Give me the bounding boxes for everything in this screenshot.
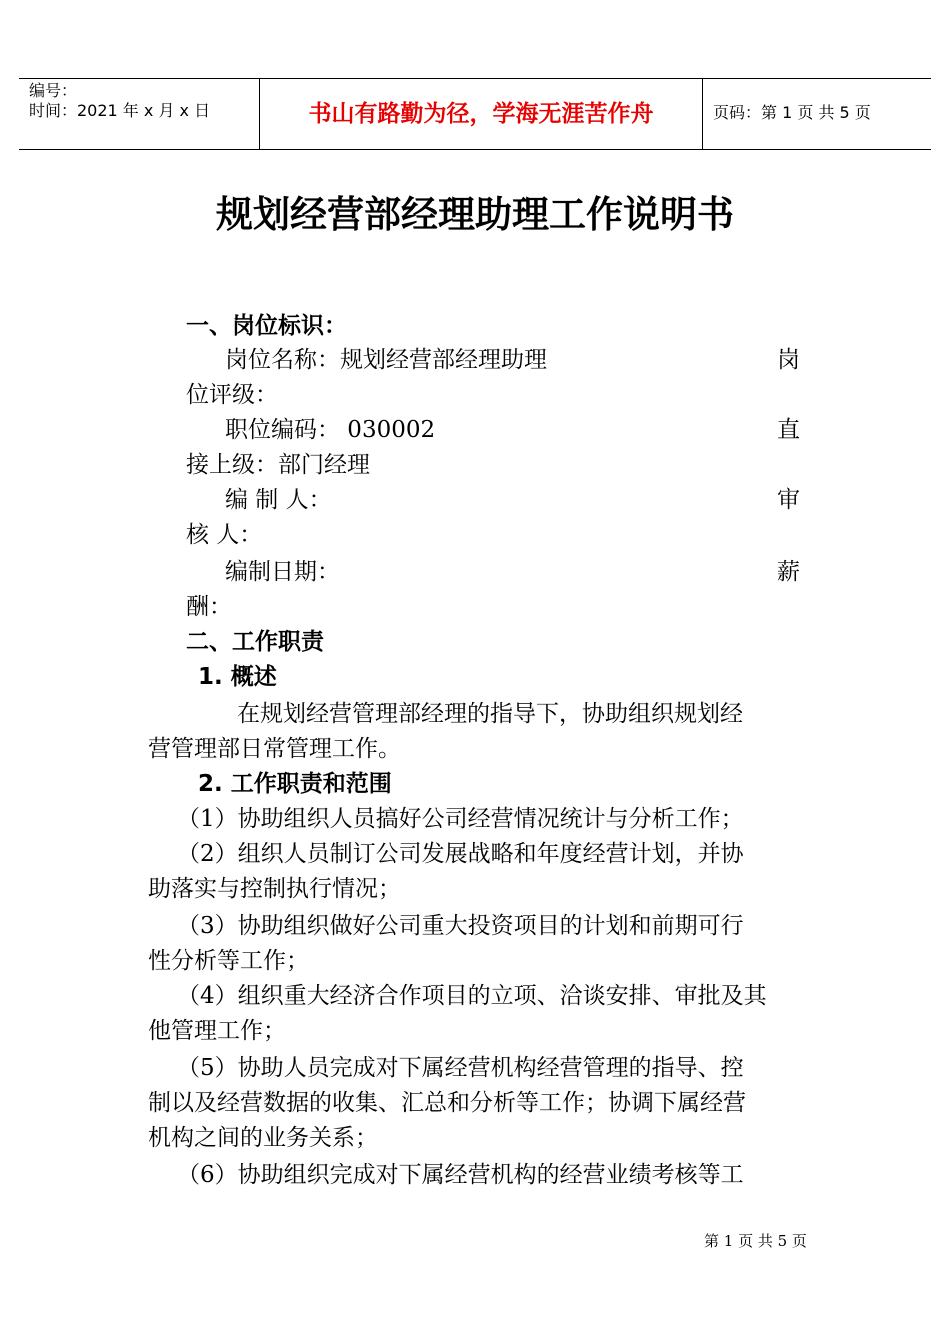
position-rating-head: 岗 [777,347,800,373]
duty-3-line-2: 性分析等工作； [148,948,309,974]
header-right-cell [702,79,931,149]
motto-text: 书山有路勤为径，学海无涯苦作舟 [308,101,654,127]
date-label: 编制日期： [225,559,340,585]
duty-2-line-1: （2）组织人员制订公司发展战略和年度经营计划，并协 [177,841,744,867]
reviewer-head: 审 [777,487,800,513]
page-footer: 第 1 页 共 5 页 [704,1232,807,1250]
duty-5-line-3: 机构之间的业务关系； [148,1125,378,1151]
overview-line-1: 在规划经营管理部经理的指导下，协助组织规划经 [237,701,743,727]
overview-line-2: 营管理部日常管理工作。 [148,736,401,762]
duty-5-line-1: （5）协助人员完成对下属经营机构经营管理的指导、控 [177,1055,744,1081]
duty-5-line-2: 制以及经营数据的收集、汇总和分析等工作；协调下属经营 [148,1090,746,1116]
code-label: 编号： [29,81,78,100]
header-table [19,78,931,150]
header-left-cell [19,79,259,149]
salary-label: 酬： [186,594,232,620]
document-title: 规划经营部经理助理工作说明书 [216,193,734,236]
header-center-cell [259,79,703,149]
page-label: 页码：第 1 页 共 5 页 [713,103,871,122]
section2-heading: 二、工作职责 [186,629,324,655]
salary-head: 薪 [777,559,800,585]
duty-4-line-2: 他管理工作； [148,1018,286,1044]
duty-4-line-1: （4）组织重大经济合作项目的立项、洽谈安排、审批及其 [177,983,767,1009]
reviewer-label: 核 人： [186,522,263,548]
overview-heading: 1. 概述 [198,664,277,690]
duty-2-line-2: 助落实与控制执行情况； [148,876,401,902]
duty-6-line-1: （6）协助组织完成对下属经营机构的经营业绩考核等工 [177,1162,744,1188]
section1-heading: 一、岗位标识： [186,313,347,339]
author-label: 编 制 人： [225,487,332,513]
duty-1-line-1: （1）协助组织人员搞好公司经营情况统计与分析工作； [177,806,744,832]
duties-heading: 2. 工作职责和范围 [198,771,392,797]
direct-superior-head: 直 [777,417,800,443]
position-name: 岗位名称：规划经营部经理助理 [225,347,547,373]
time-label: 时间：2021 年 x 月 x 日 [29,101,211,120]
direct-superior: 接上级：部门经理 [186,452,370,478]
duty-3-line-1: （3）协助组织做好公司重大投资项目的计划和前期可行 [177,913,744,939]
position-rating: 位评级： [186,382,278,408]
position-code: 职位编码： 030002 [225,417,436,443]
